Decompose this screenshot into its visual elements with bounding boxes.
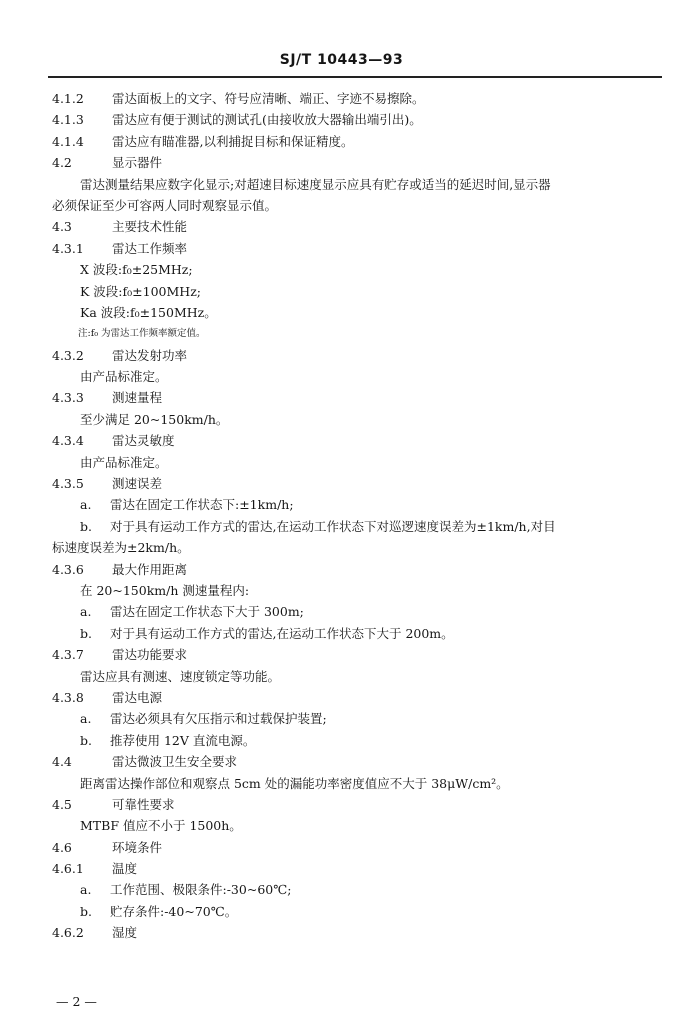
list-item	[80, 601, 683, 622]
list-item	[80, 623, 683, 644]
clause-number: 4.3.3	[52, 390, 84, 406]
clause-text: 可靠性要求	[112, 796, 175, 812]
clause-heading	[52, 216, 683, 237]
paragraph-text: 至少满足 20~150km/h。	[80, 411, 229, 427]
clause-heading	[52, 794, 683, 815]
paragraph-text: 雷达应具有测速、速度锁定等功能。	[80, 668, 281, 684]
paragraph-text: 在 20~150km/h 测速量程内:	[80, 582, 250, 598]
list-marker: a.	[80, 711, 92, 727]
clause-number: 4.3.1	[52, 240, 84, 256]
clause-heading	[52, 858, 683, 879]
clause-text: 环境条件	[112, 839, 163, 855]
list-item-text: 雷达在固定工作状态下大于 300m;	[110, 604, 304, 620]
list-item-text: 推荐使用 12V 直流电源。	[110, 732, 256, 748]
clause-text: 雷达应有便于测试的测试孔(由接收放大器输出端引出)。	[112, 112, 422, 128]
header-rule	[48, 76, 662, 78]
clause-heading	[52, 430, 683, 451]
clause-number: 4.3.5	[52, 476, 84, 492]
paragraph-text: MTBF 值应不小于 1500h。	[80, 818, 242, 834]
clause-number: 4.3.8	[52, 689, 84, 705]
list-item-text: 雷达在固定工作状态下:±1km/h;	[110, 497, 294, 513]
paragraph-continuation: 标速度误差为±2km/h。	[52, 540, 190, 556]
clause-number: 4.1.2	[52, 91, 84, 106]
clause-number: 4.1.3	[52, 112, 84, 128]
list-item-text: 雷达必须具有欠压指示和过载保护装置;	[110, 711, 327, 727]
clause-heading	[52, 109, 683, 130]
clause-number: 4.3	[52, 219, 72, 235]
clause-number: 4.6	[52, 839, 72, 855]
clause-heading	[52, 238, 683, 259]
document-body	[0, 88, 683, 944]
list-marker: b.	[80, 903, 92, 919]
clause-text: 温度	[112, 861, 138, 877]
clause-heading	[52, 345, 683, 366]
clause-text: 测速量程	[112, 390, 163, 406]
clause-text: 测速误差	[112, 476, 163, 492]
clause-number: 4.5	[52, 796, 72, 812]
clause-number: 4.6.1	[52, 861, 84, 877]
clause-text: 主要技术性能	[112, 219, 188, 235]
clause-heading	[52, 88, 683, 109]
clause-heading	[52, 559, 683, 580]
clause-number: 4.6.2	[52, 925, 84, 941]
clause-heading	[52, 837, 683, 858]
clause-heading	[52, 644, 683, 665]
list-marker: b.	[80, 732, 92, 748]
list-item-text: 对于具有运动工作方式的雷达,在运动工作状态下大于 200m。	[110, 625, 454, 641]
clause-number: 4.3.2	[52, 347, 84, 363]
paragraph-text: K 波段:f₀±100MHz;	[80, 283, 201, 299]
list-item	[80, 879, 683, 900]
clause-number: 4.1.4	[52, 133, 84, 149]
clause-number: 4.4	[52, 754, 72, 770]
paragraph-text: 雷达测量结果应数字化显示;对超速目标速度显示应具有贮存或适当的延迟时间,显示器	[80, 176, 551, 192]
note-text: 注:f₀ 为雷达工作频率额定值。	[78, 328, 206, 340]
list-item	[80, 708, 683, 729]
clause-text: 雷达电源	[112, 689, 163, 705]
clause-number: 4.3.7	[52, 647, 84, 663]
clause-text: 最大作用距离	[112, 561, 188, 577]
clause-text: 雷达灵敏度	[112, 433, 175, 449]
clause-text: 湿度	[112, 925, 138, 941]
clause-text: 雷达应有瞄准器,以利捕捉目标和保证精度。	[112, 133, 354, 149]
paragraph-text: 由产品标准定。	[80, 369, 168, 385]
clause-number: 4.3.6	[52, 561, 84, 577]
document-code-header: SJ/T 10443—93	[279, 52, 404, 68]
paragraph-text: 距离雷达操作部位和观察点 5cm 处的漏能功率密度值应不大于 38μW/cm²。	[80, 775, 509, 791]
clause-heading	[52, 473, 683, 494]
list-item-text: 工作范围、极限条件:-30~60℃;	[110, 882, 292, 898]
clause-text: 雷达工作频率	[112, 240, 188, 256]
paragraph-continuation: 必须保证至少可容两人同时观察显示值。	[52, 197, 278, 213]
list-item-text: 对于具有运动工作方式的雷达,在运动工作状态下对巡逻速度误差为±1km/h,对目	[110, 518, 556, 534]
paragraph-text: Ka 波段:f₀±150MHz。	[80, 304, 217, 320]
clause-text: 显示器件	[112, 155, 163, 171]
list-marker: a.	[80, 882, 92, 898]
clause-heading	[52, 152, 683, 173]
clause-text: 雷达发射功率	[112, 347, 188, 363]
page-number: — 2 —	[56, 994, 97, 1009]
clause-heading	[52, 387, 683, 408]
clause-text: 雷达微波卫生安全要求	[112, 754, 238, 770]
list-marker: b.	[80, 518, 92, 534]
paragraph-text: X 波段:f₀±25MHz;	[80, 262, 193, 278]
list-item	[80, 730, 683, 751]
list-marker: a.	[80, 497, 92, 513]
clause-heading	[52, 687, 683, 708]
list-item	[80, 494, 683, 515]
clause-text: 雷达面板上的文字、符号应清晰、端正、字迹不易擦除。	[112, 91, 425, 106]
list-item	[80, 516, 683, 537]
clause-heading	[52, 922, 683, 943]
clause-number: 4.2	[52, 155, 72, 171]
list-marker: a.	[80, 604, 92, 620]
clause-heading	[52, 751, 683, 772]
clause-text: 雷达功能要求	[112, 647, 188, 663]
clause-heading	[52, 131, 683, 152]
clause-number: 4.3.4	[52, 433, 84, 449]
paragraph-text: 由产品标准定。	[80, 454, 168, 470]
list-item-text: 贮存条件:-40~70℃。	[110, 903, 238, 919]
list-item	[80, 901, 683, 922]
list-marker: b.	[80, 625, 92, 641]
